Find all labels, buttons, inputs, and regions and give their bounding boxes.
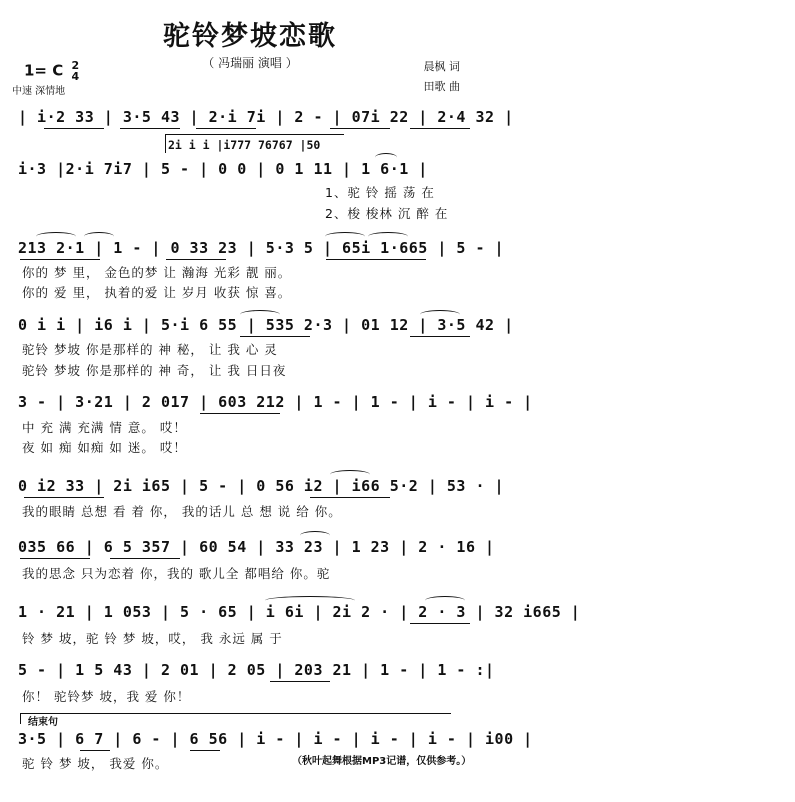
lyric-line-3a: 你的 梦 里， 金色的梦 让 瀚海 光彩 靓 丽。 (22, 265, 292, 280)
time-signature (71, 60, 79, 82)
notation-row-3: 213 2·1 | 1 - | 0 33 23 | 5·3 5 | 65i 1·665 | 5 - | (18, 239, 505, 257)
slur-mark (375, 153, 397, 162)
slur-mark (300, 531, 330, 540)
composer-credit: 田歌 曲 (423, 80, 460, 93)
tempo-marking: 中速 深情地 (12, 86, 66, 97)
notation-row-10: 3·5 | 6 7 | 6 - | 6 56 | i - | i - | i - | i - | i00 | (18, 730, 533, 748)
beam-line (200, 413, 280, 414)
lyric-line-8: 铃 梦 坡，驼 铃 梦 坡，哎， 我 永远 属 于 (22, 631, 283, 646)
time-top: 2 (71, 59, 80, 72)
notation-row-6: 0 i2 33 | 2i i65 | 5 - | 0 56 i2 | i66 5·2 | 53 · | (18, 477, 505, 495)
coda-bracket (20, 713, 451, 724)
slur-mark (84, 232, 114, 241)
beam-line (190, 750, 220, 751)
beam-line (166, 259, 226, 260)
slur-mark (368, 232, 408, 241)
beam-line (270, 681, 330, 682)
beam-line (44, 128, 104, 129)
notation-row-2: i·3 |2·i 7i7 | 5 - | 0 0 | 0 1 11 | 1 6·1 | (18, 160, 428, 178)
lyricist-credit: 晨枫 词 (423, 60, 460, 73)
beam-line (310, 497, 390, 498)
slur-mark (265, 596, 355, 605)
lyric-line-10: 驼 铃 梦 坡， 我爱 你。 (22, 756, 169, 771)
lyric-line-6: 我的眼睛 总想 看 着 你， 我的话儿 总 想 说 给 你。 (22, 504, 342, 519)
song-title: 驼铃梦坡恋歌 (163, 21, 337, 52)
notation-row-5: 3 - | 3·21 | 2 017 | 603 212 | 1 - | 1 - | i - | i - | (18, 393, 533, 411)
notation-row-8: 1 · 21 | 1 053 | 5 · 65 | i 6i | 2i 2 · | 2 · 3 | 32 i665 | (18, 603, 581, 621)
lyric-line-4b: 驼铃 梦坡 你是那样的 神 奇， 让 我 日日夜 (22, 363, 287, 378)
beam-line (326, 259, 426, 260)
beam-line (24, 497, 104, 498)
beam-line (240, 336, 310, 337)
lyric-line-7: 我的思念 只为恋着 你，我的 歌儿全 都唱给 你。驼 (22, 566, 331, 581)
slur-mark (325, 232, 365, 241)
slur-mark (330, 470, 370, 479)
beam-line (330, 128, 390, 129)
key-label: 1= C (24, 61, 64, 80)
lyric-line-5b: 夜 如 痴 如痴 如 迷。 哎！ (22, 440, 187, 455)
beam-line (410, 623, 470, 624)
key-signature (24, 60, 79, 82)
notation-row-7: 035 66 | 6 5 357 | 60 54 | 33 23 | 1 23 | 2 · 16 | (18, 538, 495, 556)
alt-notes: 2i i i |i777 76767 |50 (168, 138, 321, 152)
beam-line (110, 558, 180, 559)
lyric-line-5a: 中 充 满 充满 情 意。 哎！ (22, 420, 187, 435)
beam-line (20, 259, 100, 260)
slur-mark (425, 596, 465, 605)
beam-line (120, 128, 180, 129)
notation-row-4: 0 i i | i6 i | 5·i 6 55 | 535 2·3 | 01 12 | 3·5 42 | (18, 316, 514, 334)
lyric-line-3b: 你的 爱 里， 执着的爱 让 岁月 收获 惊 喜。 (22, 285, 292, 300)
transcription-note: （秋叶起舞根据MP3记谱，仅供参考。） (292, 756, 472, 767)
lyric-line-2b: 2、梭 梭林 沉 醉 在 (325, 206, 449, 221)
lyric-line-9: 你！ 驼铃梦 坡，我 爱 你！ (22, 689, 191, 704)
beam-line (196, 128, 256, 129)
slur-mark (36, 232, 76, 241)
performer-line: （ 冯瑞丽 演唱 ） (202, 56, 298, 70)
coda-label: 结束句 (28, 717, 58, 728)
notation-row-1: | i·2 33 | 3·5 43 | 2·i 7i | 2 - | 07i 22 | 2·4 32 | (18, 108, 514, 126)
slur-mark (420, 310, 460, 319)
slur-mark (240, 310, 280, 319)
time-bottom: 4 (71, 70, 80, 83)
beam-line (20, 558, 90, 559)
beam-line (410, 336, 470, 337)
beam-line (410, 128, 470, 129)
lyric-line-2a: 1、驼 铃 摇 荡 在 (325, 185, 435, 200)
beam-line (80, 750, 110, 751)
lyric-line-4a: 驼铃 梦坡 你是那样的 神 秘， 让 我 心 灵 (22, 342, 278, 357)
notation-row-9: 5 - | 1 5 43 | 2 01 | 2 05 | 203 21 | 1 - | 1 - :| (18, 661, 495, 679)
